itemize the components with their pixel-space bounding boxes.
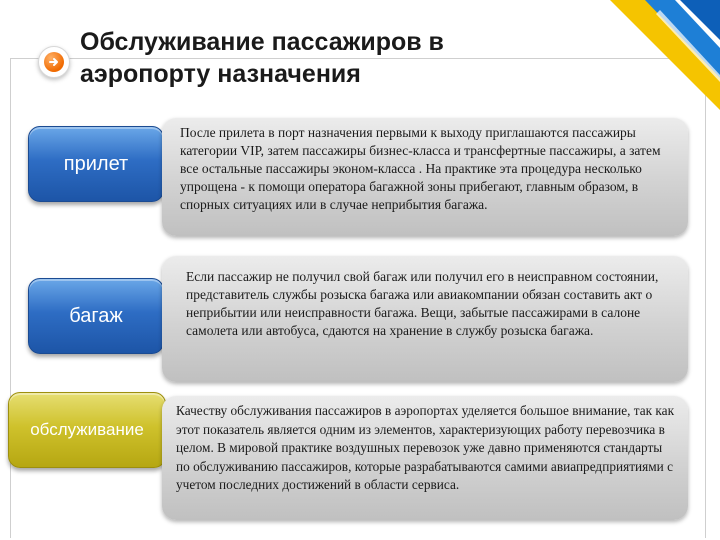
- label-baggage[interactable]: [28, 278, 164, 354]
- desc-baggage-text: Если пассажир не получил свой багаж или получил его в неисправном состоянии, представитель службы розыска багажа или авиакомпании обязан составить акт о неприбытии или неисправности багажа. Вещи, забытые пассажирами в салоне самолета или автобуса, сдаются на хранение в службу розыска багажа.: [186, 269, 659, 338]
- arrow-bullet-icon: [38, 46, 70, 78]
- desc-service-text: Качеству обслуживания пассажиров в аэропортах уделяется большое внимание, так как этот показатель является одним из элементов, характеризующих работу перевозчика в целом. В мировой практике воздушных перевозок уже давно применяются стандарты по обслуживанию пассажиров, которые разрабатываются самими авиапредприятиями с учетом последних достижений в области сервиса.: [176, 403, 675, 492]
- label-arrival-text: прилет: [63, 152, 129, 175]
- desc-service: [162, 396, 688, 520]
- corner-decoration: [590, 0, 720, 120]
- label-baggage-text: багаж: [69, 304, 123, 327]
- page-title: Обслуживание пассажиров в аэропорту назначения: [80, 28, 444, 88]
- desc-arrival: [162, 118, 688, 236]
- label-service-text: обслуживание: [30, 420, 144, 439]
- label-arrival[interactable]: [28, 126, 164, 202]
- desc-baggage: [162, 256, 688, 382]
- desc-arrival-text: После прилета в порт назначения первыми к выходу приглашаются пассажиры категории VIP, затем пассажиры бизнес-класса и трансфертные пассажиры, а затем все остальные пассажиры эконом-класса . На практике эта процедура несколько упрощена - к помощи оператора багажной зоны прибегают, главным образом, в спорных ситуациях или в случае неприбытия багажа.: [180, 125, 661, 212]
- label-service[interactable]: [8, 392, 166, 468]
